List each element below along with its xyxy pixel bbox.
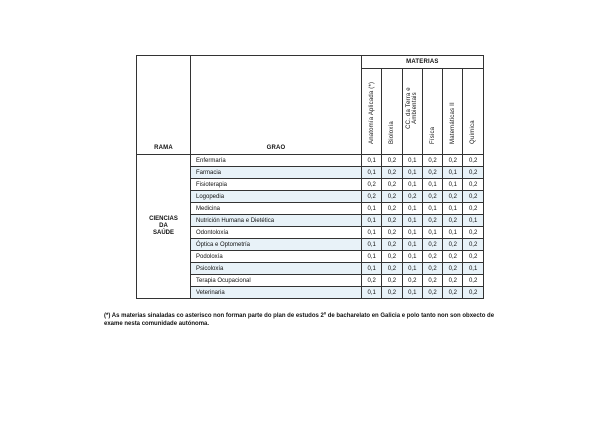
- weight-cell: 0,1: [362, 251, 382, 263]
- weight-cell: 0,2: [362, 275, 382, 287]
- grao-cell: Psicoloxía: [191, 263, 362, 275]
- weight-cell: 0,2: [382, 155, 402, 167]
- weight-cell: 0,2: [443, 239, 463, 251]
- weight-cell: 0,2: [443, 155, 463, 167]
- weight-cell: 0,2: [382, 251, 402, 263]
- subject-header: Bioloxía: [382, 69, 402, 155]
- grao-header: GRAO: [191, 56, 362, 155]
- subject-header: Anatomía Aplicada (*): [362, 69, 382, 155]
- weight-cell: 0,1: [402, 263, 422, 275]
- weight-cell: 0,1: [463, 215, 483, 227]
- weight-cell: 0,1: [402, 167, 422, 179]
- weight-cell: 0,2: [382, 167, 402, 179]
- rama-label-line: SAÚDE: [152, 230, 174, 236]
- weight-cell: 0,2: [422, 239, 442, 251]
- subject-header: Física: [422, 69, 442, 155]
- weight-cell: 0,2: [402, 191, 422, 203]
- footnote: (*) As materias sinaladas co asterisco non forman parte do plan de estudos 2º de bacharelato en Galicia e polo tanto non son obxecto de exame nesta comunidade autónoma.: [104, 313, 495, 327]
- weight-cell: 0,2: [463, 227, 483, 239]
- weight-cell: 0,1: [402, 227, 422, 239]
- weight-cell: 0,2: [443, 251, 463, 263]
- weight-cell: 0,2: [362, 191, 382, 203]
- grao-cell: Óptica e Optometría: [191, 239, 362, 251]
- weight-cell: 0,1: [362, 203, 382, 215]
- weight-cell: 0,2: [382, 263, 402, 275]
- weight-cell: 0,2: [463, 251, 483, 263]
- weight-cell: 0,1: [422, 179, 442, 191]
- weight-cell: 0,2: [362, 179, 382, 191]
- weight-cell: 0,1: [362, 239, 382, 251]
- weight-cell: 0,1: [443, 203, 463, 215]
- grao-cell: Terapia Ocupacional: [191, 275, 362, 287]
- weight-cell: 0,2: [382, 239, 402, 251]
- table-row: [137, 155, 484, 167]
- subject-header: Matemáticas II: [443, 69, 463, 155]
- weight-cell: 0,2: [443, 275, 463, 287]
- rama-header: RAMA: [137, 56, 191, 155]
- weight-cell: 0,2: [422, 167, 442, 179]
- weight-cell: 0,2: [463, 179, 483, 191]
- weight-cell: 0,2: [382, 191, 402, 203]
- grao-cell: Medicina: [191, 203, 362, 215]
- weight-cell: 0,2: [382, 203, 402, 215]
- weight-cell: 0,2: [463, 203, 483, 215]
- rama-label-line: CIENCIAS: [149, 216, 178, 222]
- weight-cell: 0,2: [463, 287, 483, 299]
- grao-cell: Farmacia: [191, 167, 362, 179]
- weight-cell: 0,1: [422, 203, 442, 215]
- weights-table-container: [136, 55, 484, 299]
- weight-cell: 0,1: [402, 239, 422, 251]
- subject-header: CC. da Terra e Ambientais: [402, 69, 422, 155]
- grao-cell: Logopedia: [191, 191, 362, 203]
- grao-cell: Podoloxía: [191, 251, 362, 263]
- weight-cell: 0,1: [402, 203, 422, 215]
- weight-cell: 0,1: [422, 227, 442, 239]
- rama-cell: [137, 155, 191, 299]
- weight-cell: 0,1: [362, 167, 382, 179]
- weight-cell: 0,1: [362, 287, 382, 299]
- weight-cell: 0,1: [443, 227, 463, 239]
- weight-cell: 0,2: [382, 227, 402, 239]
- rama-label-line: DA: [159, 223, 168, 229]
- weight-cell: 0,2: [382, 179, 402, 191]
- grao-cell: Enfermaría: [191, 155, 362, 167]
- weight-cell: 0,2: [463, 191, 483, 203]
- weight-cell: 0,2: [382, 275, 402, 287]
- weight-cell: 0,2: [443, 287, 463, 299]
- weight-cell: 0,2: [443, 263, 463, 275]
- grao-cell: Fisioterapia: [191, 179, 362, 191]
- weight-cell: 0,2: [382, 215, 402, 227]
- weight-cell: 0,2: [463, 275, 483, 287]
- weight-cell: 0,2: [463, 167, 483, 179]
- weight-cell: 0,2: [443, 215, 463, 227]
- weight-cell: 0,2: [422, 263, 442, 275]
- weight-cell: 0,2: [443, 191, 463, 203]
- materias-header: MATERIAS: [362, 56, 484, 69]
- weight-cell: 0,1: [402, 215, 422, 227]
- grao-cell: Odontoloxía: [191, 227, 362, 239]
- weight-cell: 0,2: [422, 287, 442, 299]
- weight-cell: 0,1: [402, 155, 422, 167]
- subject-header: Química: [463, 69, 483, 155]
- weight-cell: 0,2: [402, 275, 422, 287]
- weight-cell: 0,2: [422, 251, 442, 263]
- weight-cell: 0,2: [382, 287, 402, 299]
- weight-cell: 0,1: [362, 227, 382, 239]
- weight-cell: 0,2: [422, 275, 442, 287]
- weight-cell: 0,2: [422, 155, 442, 167]
- weight-cell: 0,2: [422, 191, 442, 203]
- weight-cell: 0,1: [402, 287, 422, 299]
- weight-cell: 0,1: [362, 155, 382, 167]
- weight-cell: 0,1: [443, 179, 463, 191]
- weight-cell: 0,1: [443, 167, 463, 179]
- weight-cell: 0,1: [402, 251, 422, 263]
- weight-cell: 0,1: [362, 263, 382, 275]
- weight-cell: 0,1: [402, 179, 422, 191]
- weight-cell: 0,2: [463, 239, 483, 251]
- grao-cell: Veterinaria: [191, 287, 362, 299]
- weight-cell: 0,1: [362, 215, 382, 227]
- grao-cell: Nutrición Humana e Dietética: [191, 215, 362, 227]
- weight-cell: 0,2: [422, 215, 442, 227]
- weight-cell: 0,2: [463, 155, 483, 167]
- weight-cell: 0,1: [463, 263, 483, 275]
- table-body: [137, 155, 484, 299]
- weights-table: [136, 55, 484, 299]
